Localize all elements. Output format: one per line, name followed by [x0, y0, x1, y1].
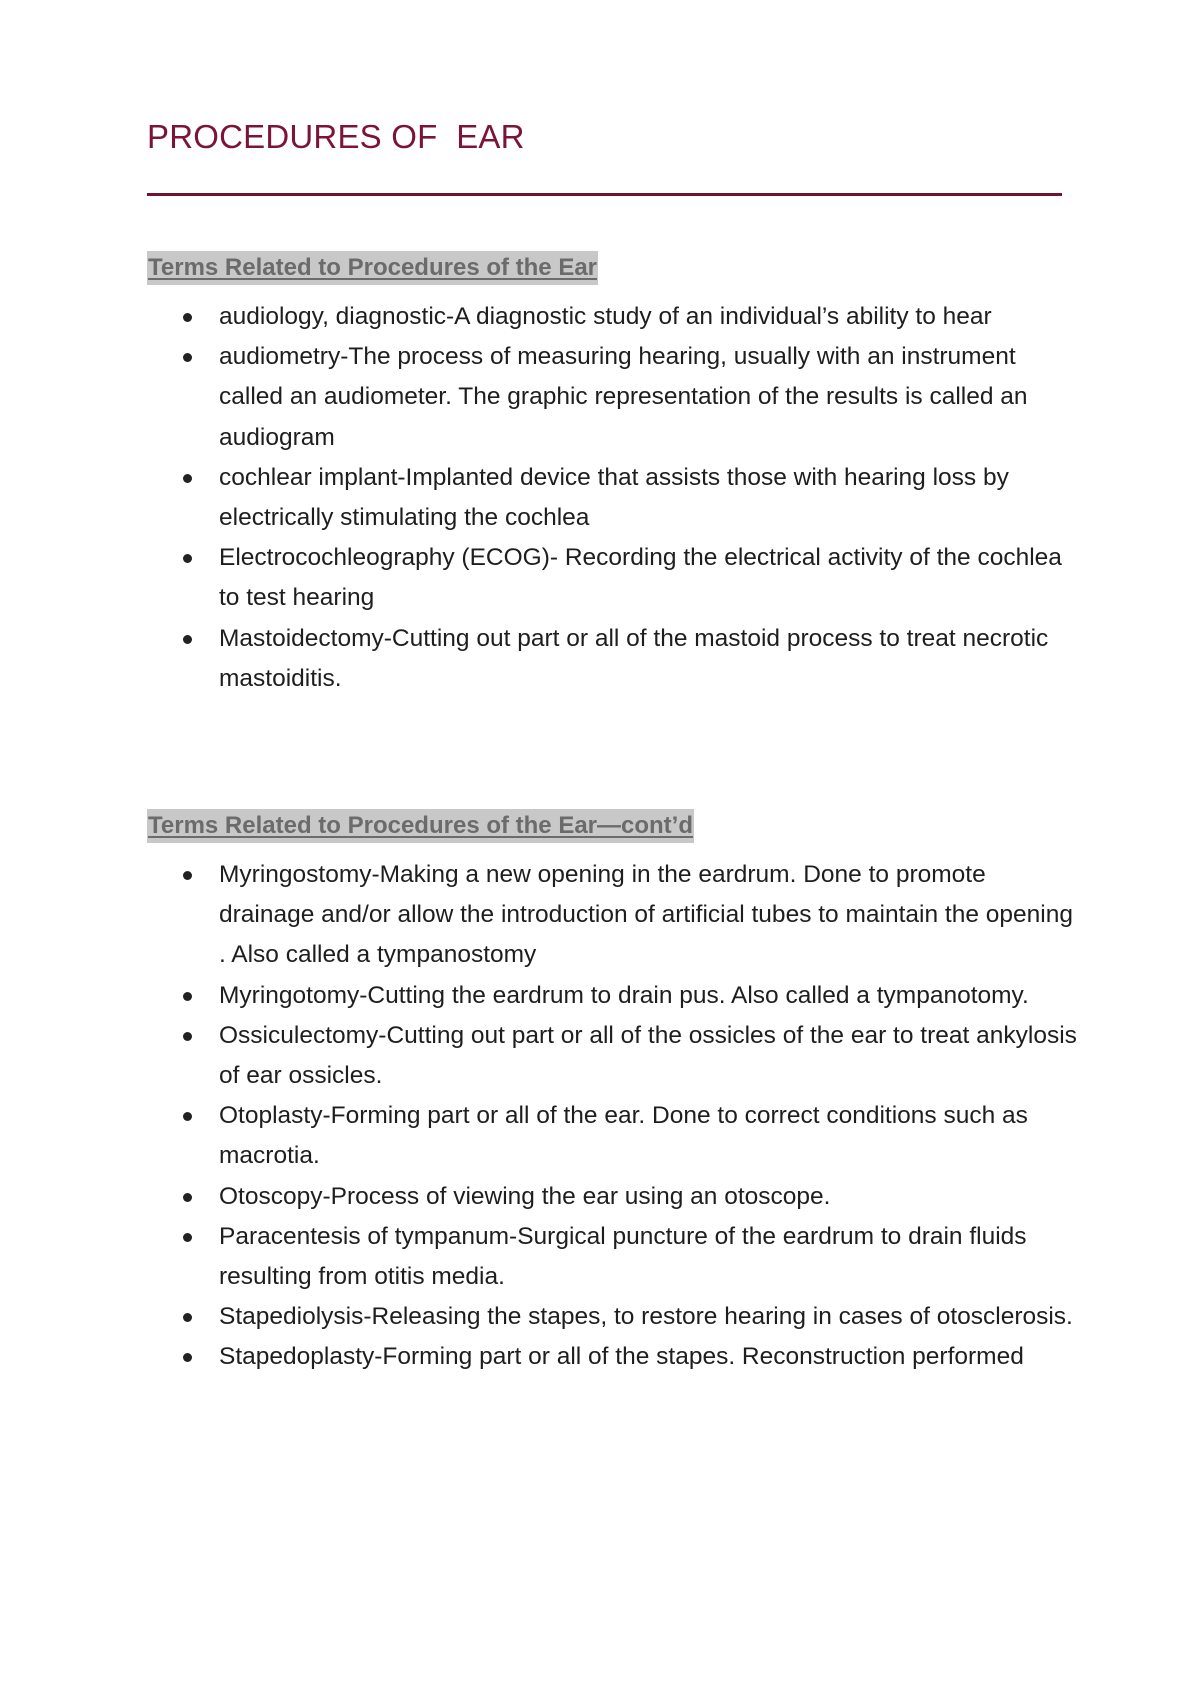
page-title: PROCEDURES OF EAR	[147, 118, 525, 155]
term-text: Mastoidectomy-Cutting out part or all of the mastoid process to treat necrotic mastoiditis.	[219, 624, 1049, 692]
section-terms-part-1	[147, 251, 1077, 699]
term-text: Otoscopy-Process of viewing the ear using an otoscope.	[219, 1182, 831, 1210]
term-text: Electrocochleography (ECOG)- Recording the electrical activity of the cochlea to test hearing	[219, 544, 1062, 612]
bullet-icon	[183, 1233, 192, 1242]
bullet-icon	[183, 554, 192, 563]
term-text: cochlear implant-Implanted device that assists those with hearing loss by electrically stimulating the cochlea	[219, 463, 1009, 532]
section-heading: Terms Related to Procedures of the Ear	[147, 251, 598, 285]
bullet-icon	[183, 474, 192, 483]
term-list	[147, 297, 1077, 699]
term-list	[147, 855, 1077, 1378]
term-text: Myringotomy-Cutting the eardrum to drain pus. Also called a tympanotomy.	[219, 981, 1029, 1009]
list-item	[147, 976, 1077, 1016]
term-text: Myringostomy-Making a new opening in the eardrum. Done to promote drainage and/or allow the introduction of artificial tubes to maintain the opening . Also called a tympanostomy	[219, 861, 1073, 969]
list-item	[147, 855, 1077, 976]
bullet-icon	[183, 1313, 192, 1322]
term-text: audiology, diagnostic-A diagnostic study of an individual’s ability to hear	[219, 303, 992, 330]
title-divider	[147, 193, 1062, 196]
term-text: audiometry-The process of measuring hearing, usually with an instrument called an audiometer. The graphic representation of the results is called an audiogram	[219, 343, 1028, 451]
bullet-icon	[183, 992, 192, 1001]
term-text: Paracentesis of tympanum-Surgical puncture of the eardrum to drain fluids resulting from otitis media.	[219, 1222, 1027, 1291]
section-terms-part-2	[147, 809, 1077, 1378]
list-item	[147, 1297, 1077, 1337]
list-item	[147, 1337, 1077, 1377]
list-item	[147, 1217, 1077, 1297]
list-item	[147, 538, 1077, 618]
list-item	[147, 337, 1077, 458]
term-text: Otoplasty-Forming part or all of the ear. Done to correct conditions such as macrotia.	[219, 1102, 1028, 1170]
list-item	[147, 1177, 1077, 1217]
section-heading: Terms Related to Procedures of the Ear—cont’d	[147, 809, 694, 843]
bullet-icon	[183, 1112, 192, 1121]
bullet-icon	[183, 1353, 192, 1362]
bullet-icon	[183, 353, 192, 362]
bullet-icon	[183, 1032, 192, 1041]
bullet-icon	[183, 1193, 192, 1202]
term-text: Stapedoplasty-Forming part or all of the stapes. Reconstruction performed	[219, 1343, 1024, 1371]
bullet-icon	[183, 635, 192, 644]
term-text: Stapediolysis-Releasing the stapes, to restore hearing in cases of otosclerosis.	[219, 1303, 1073, 1331]
bullet-icon	[183, 313, 192, 322]
list-item	[147, 297, 1077, 337]
list-item	[147, 1096, 1077, 1176]
list-item	[147, 458, 1077, 538]
list-item	[147, 1016, 1077, 1096]
term-text: Ossiculectomy-Cutting out part or all of the ossicles of the ear to treat ankylosis of ear ossicles.	[219, 1021, 1077, 1090]
list-item	[147, 619, 1077, 699]
bullet-icon	[183, 871, 192, 880]
